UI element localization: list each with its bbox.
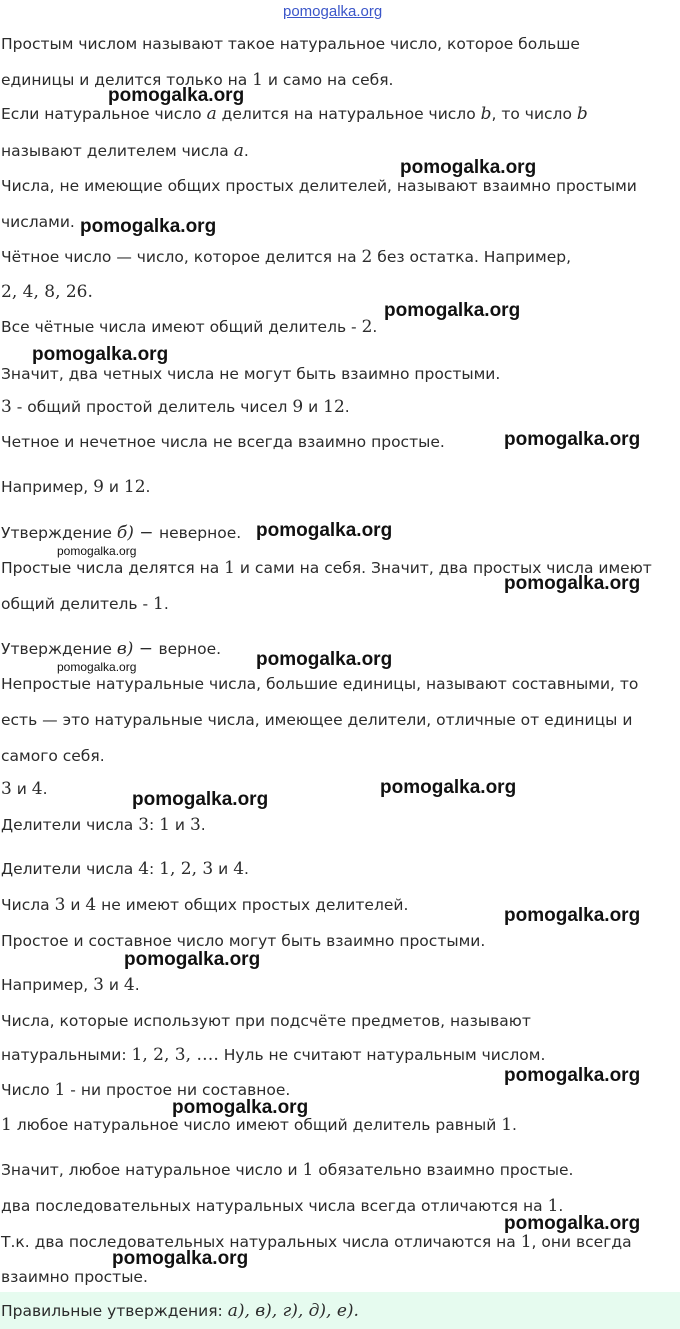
watermark: pomogalka.org	[504, 1213, 641, 1234]
text-line: единицы и делится только на 1 и само на себя.	[1, 70, 394, 90]
text-line: Утверждение в) − верное.	[1, 639, 222, 659]
text-line: два последовательных натуральных числа всегда отличаются на 1.	[1, 1196, 564, 1216]
text-line: Простое и составное число могут быть взаимно простыми.	[1, 932, 486, 950]
math-line: 2, 4, 8, 26.	[1, 282, 93, 302]
text-line: Числа, которые используют при подсчёте предметов, называют	[1, 1012, 531, 1030]
text-line: самого себя.	[1, 747, 105, 765]
text-line: Т.к. два последовательных натуральных числа отличаются на 1, они всегда	[1, 1232, 632, 1252]
text-line: Простым числом называют такое натуральное число, которое больше	[1, 35, 580, 53]
watermark: pomogalka.org	[380, 777, 517, 798]
watermark: pomogalka.org	[108, 85, 245, 106]
watermark: pomogalka.org	[256, 649, 393, 670]
text-line: называют делителем числа a.	[1, 141, 249, 161]
text-line: Числа, не имеющие общих простых делителей, называют взаимно простыми	[1, 177, 637, 195]
watermark: pomogalka.org	[400, 157, 537, 178]
watermark: pomogalka.org	[504, 905, 641, 926]
text-line: Непростые натуральные числа, большие единицы, называют составными, то	[1, 675, 639, 693]
text-line: Делители числа 4: 1, 2, 3 и 4.	[1, 859, 249, 879]
watermark: pomogalka.org	[384, 300, 521, 321]
text-line: Простые числа делятся на 1 и сами на себя. Значит, два простых числа имеют	[1, 558, 652, 578]
watermark: pomogalka.org	[57, 660, 137, 674]
watermark: pomogalka.org	[132, 789, 269, 810]
text-line: 3 и 4.	[1, 779, 48, 799]
text-line: Например, 3 и 4.	[1, 975, 140, 995]
text-line: Числа 3 и 4 не имеют общих простых делителей.	[1, 895, 409, 915]
watermark: pomogalka.org	[57, 544, 137, 558]
watermark: pomogalka.org	[124, 949, 261, 970]
text-line: общий делитель - 1.	[1, 594, 169, 614]
text-line: Делители числа 3: 1 и 3.	[1, 815, 206, 835]
text-line: Утверждение б) − неверное.	[1, 523, 242, 543]
text-line: натуральными: 1, 2, 3, …. Нуль не считают натуральным числом.	[1, 1045, 546, 1065]
text-line: 1 любое натуральное число имеют общий делитель равный 1.	[1, 1115, 517, 1135]
text-line: Значит, два четных числа не могут быть взаимно простыми.	[1, 365, 501, 383]
text-line: Чётное число — число, которое делится на 2 без остатка. Например,	[1, 247, 572, 267]
answer-text: Правильные утверждения: а), в), г), д), е).	[1, 1301, 359, 1321]
watermark: pomogalka.org	[256, 520, 393, 541]
text-line: есть — это натуральные числа, имеющее делители, отличные от единицы и	[1, 711, 633, 729]
answer-box	[0, 1292, 680, 1329]
text-line: числами.	[1, 213, 75, 231]
watermark: pomogalka.org	[32, 344, 169, 365]
watermark: pomogalka.org	[80, 216, 217, 237]
text-line: Значит, любое натуральное число и 1 обязательно взаимно простые.	[1, 1160, 574, 1180]
watermark: pomogalka.org	[504, 1065, 641, 1086]
text-line: Если натуральное число a делится на натуральное число b, то число b	[1, 104, 588, 124]
text-line: 3 - общий простой делитель чисел 9 и 12.	[1, 397, 350, 417]
watermark: pomogalka.org	[504, 573, 641, 594]
text-line: Четное и нечетное числа не всегда взаимно простые.	[1, 433, 445, 451]
text-line: Например, 9 и 12.	[1, 477, 151, 497]
watermark: pomogalka.org	[172, 1097, 309, 1118]
text-line: Число 1 - ни простое ни составное.	[1, 1080, 291, 1100]
watermark-link[interactable]: pomogalka.org	[283, 3, 383, 20]
watermark: pomogalka.org	[112, 1248, 249, 1269]
text-line: Все чётные числа имеют общий делитель - 2.	[1, 317, 378, 337]
text-line: взаимно простые.	[1, 1268, 148, 1286]
watermark: pomogalka.org	[504, 429, 641, 450]
